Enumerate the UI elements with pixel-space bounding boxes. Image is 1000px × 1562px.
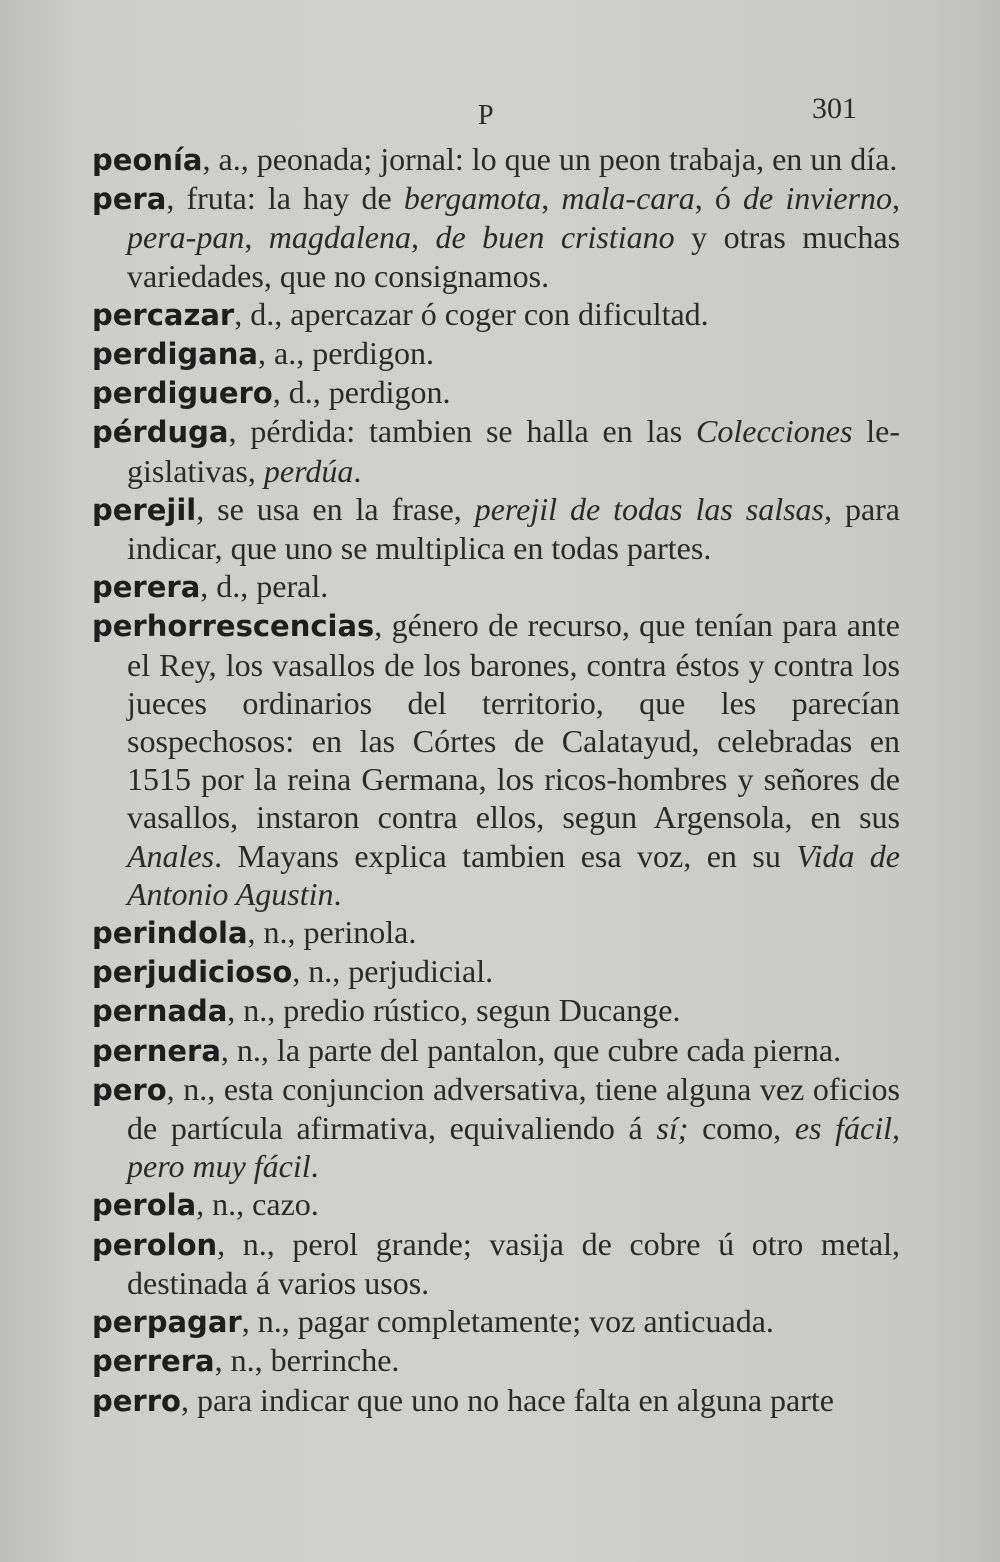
entry-definition-text: , bbox=[892, 180, 900, 217]
entry-headword: pérduga bbox=[92, 415, 229, 450]
entry-definition-text: , se usa en la frase, bbox=[196, 490, 475, 527]
dictionary-entry bbox=[92, 1185, 900, 1224]
entry-headword: pernada bbox=[92, 994, 228, 1029]
entry-definition-text: , a., perdigon. bbox=[257, 335, 434, 372]
dictionary-entry bbox=[92, 1225, 900, 1302]
dictionary-entry bbox=[92, 1031, 900, 1070]
entry-headword: perejil bbox=[92, 492, 197, 527]
dictionary-entry bbox=[92, 1302, 900, 1341]
entry-definition-text: , n., perjudicial. bbox=[292, 953, 494, 990]
entry-italic-text: pera-pan bbox=[127, 219, 245, 256]
entry-definition-text: , pérdida: tambien se halla en las bbox=[228, 413, 696, 450]
dictionary-entry bbox=[92, 490, 900, 567]
entry-italic-text: mala-cara bbox=[561, 180, 695, 217]
dictionary-entry bbox=[92, 606, 900, 913]
entry-italic-text: de invierno bbox=[743, 180, 892, 217]
dictionary-entries bbox=[92, 140, 900, 1420]
page-header bbox=[0, 92, 1000, 132]
entry-headword: perdiguero bbox=[92, 376, 273, 411]
dictionary-entry bbox=[92, 952, 900, 991]
entry-definition-text: legislativas, bbox=[127, 413, 900, 489]
dictionary-entry bbox=[92, 913, 900, 952]
entry-definition-text: , ó bbox=[694, 180, 744, 217]
entry-italic-text: Anales bbox=[127, 837, 215, 874]
entry-definition-text: , n., la parte del pantalon, que cubre cada pierna. bbox=[220, 1031, 842, 1068]
entry-definition-text: , fruta: la hay de bbox=[166, 180, 404, 217]
entry-headword: perrera bbox=[92, 1344, 215, 1379]
entry-headword: pernera bbox=[92, 1033, 221, 1068]
entry-headword: perola bbox=[92, 1188, 197, 1223]
entry-headword: perpagar bbox=[92, 1305, 242, 1340]
entry-headword: perhorrescencias bbox=[92, 609, 375, 644]
entry-definition-text: , n., esta conjuncion adversativa, tiene alguna vez oficios de partícula afirmativa, equivaliendo á bbox=[127, 1070, 900, 1147]
dictionary-entry bbox=[92, 179, 900, 295]
section-letter: P bbox=[478, 100, 495, 131]
entry-definition-text: , n., predio rústico, segun Ducange. bbox=[227, 992, 681, 1029]
entry-headword: perolon bbox=[92, 1227, 218, 1262]
entry-italic-text: magdalena bbox=[268, 219, 411, 256]
entry-headword: perindola bbox=[92, 916, 248, 951]
dictionary-entry bbox=[92, 567, 900, 606]
dictionary-entry bbox=[92, 140, 900, 179]
dictionary-entry bbox=[92, 1381, 900, 1420]
entry-definition-text: , n., cazo. bbox=[196, 1186, 319, 1223]
entry-headword: pero bbox=[92, 1072, 167, 1107]
entry-definition-text: , a., peonada; jornal: lo que un peon trabaja, en un día. bbox=[202, 141, 898, 177]
entry-italic-text: perdúa bbox=[263, 452, 354, 489]
entry-definition-text: como, bbox=[688, 1110, 795, 1147]
entry-definition-text: , género de recurso, que tenían para ante el Rey, los vasallos de los barones, contra éstos y contra los jueces ordinarios del territorio, que les parecían sospechosos: en las Córtes de Calatayud, celebradas en 1515 por la reina Germana, los ricos-hombres y señores de vasallos, instaron contra ellos, segun Argensola, en sus bbox=[127, 607, 900, 836]
entry-headword: perera bbox=[92, 570, 201, 605]
entry-definition-text: , d., perdigon. bbox=[272, 374, 451, 411]
entry-definition-text: . Mayans explica tambien esa voz, en su bbox=[214, 837, 797, 874]
entry-italic-text: es fácil, pero muy fácil bbox=[127, 1110, 901, 1185]
entry-headword: perjudicioso bbox=[92, 955, 293, 990]
entry-definition-text: , n., pagar completamente; voz anticuada. bbox=[241, 1303, 774, 1340]
entry-headword: peonía bbox=[92, 143, 203, 177]
entry-definition-text: . bbox=[353, 452, 362, 489]
entry-definition-text: , n., perol grande; vasija de cobre ú otro metal, destinada á varios usos. bbox=[127, 1225, 900, 1301]
entry-definition-text: , n., perinola. bbox=[247, 914, 417, 951]
entry-headword: pera bbox=[92, 182, 167, 217]
entry-definition-text: . bbox=[333, 875, 342, 912]
entry-definition-text: , bbox=[411, 219, 436, 256]
entry-definition-text: , d., apercazar ó coger con dificultad. bbox=[234, 295, 709, 332]
entry-headword: percazar bbox=[92, 297, 235, 332]
dictionary-entry bbox=[92, 991, 900, 1030]
entry-headword: perdigana bbox=[92, 337, 258, 372]
entry-definition-text: , n., berrinche. bbox=[214, 1342, 400, 1379]
entry-italic-text: Vida de Antonio Agustin bbox=[127, 837, 901, 912]
entry-italic-text: bergamota bbox=[403, 180, 542, 217]
entry-italic-text: sí; bbox=[656, 1110, 689, 1147]
dictionary-entry bbox=[92, 1341, 900, 1380]
entry-definition-text: para indicar, que uno se multiplica en todas partes. bbox=[127, 490, 901, 567]
entry-definition-text: , bbox=[541, 180, 562, 217]
entry-definition-text: , bbox=[244, 219, 269, 256]
page-number: 301 bbox=[812, 92, 857, 125]
dictionary-entry bbox=[92, 373, 900, 412]
entry-definition-text: y otras muchas variedades, que no consignamos. bbox=[127, 219, 901, 294]
dictionary-entry bbox=[92, 412, 900, 489]
dictionary-entry bbox=[92, 334, 900, 373]
entry-italic-text: Colecciones bbox=[696, 413, 853, 450]
dictionary-entry bbox=[92, 295, 900, 334]
entry-italic-text: de buen cristiano bbox=[435, 219, 675, 256]
entry-definition-text: . bbox=[310, 1148, 319, 1185]
entry-italic-text: perejil de todas las salsas, bbox=[474, 490, 832, 527]
dictionary-entry bbox=[92, 1070, 900, 1186]
entry-headword: perro bbox=[92, 1383, 181, 1418]
entry-definition-text: , para indicar que uno no hace falta en alguna parte bbox=[180, 1381, 834, 1418]
entry-definition-text: , d., peral. bbox=[200, 568, 329, 605]
